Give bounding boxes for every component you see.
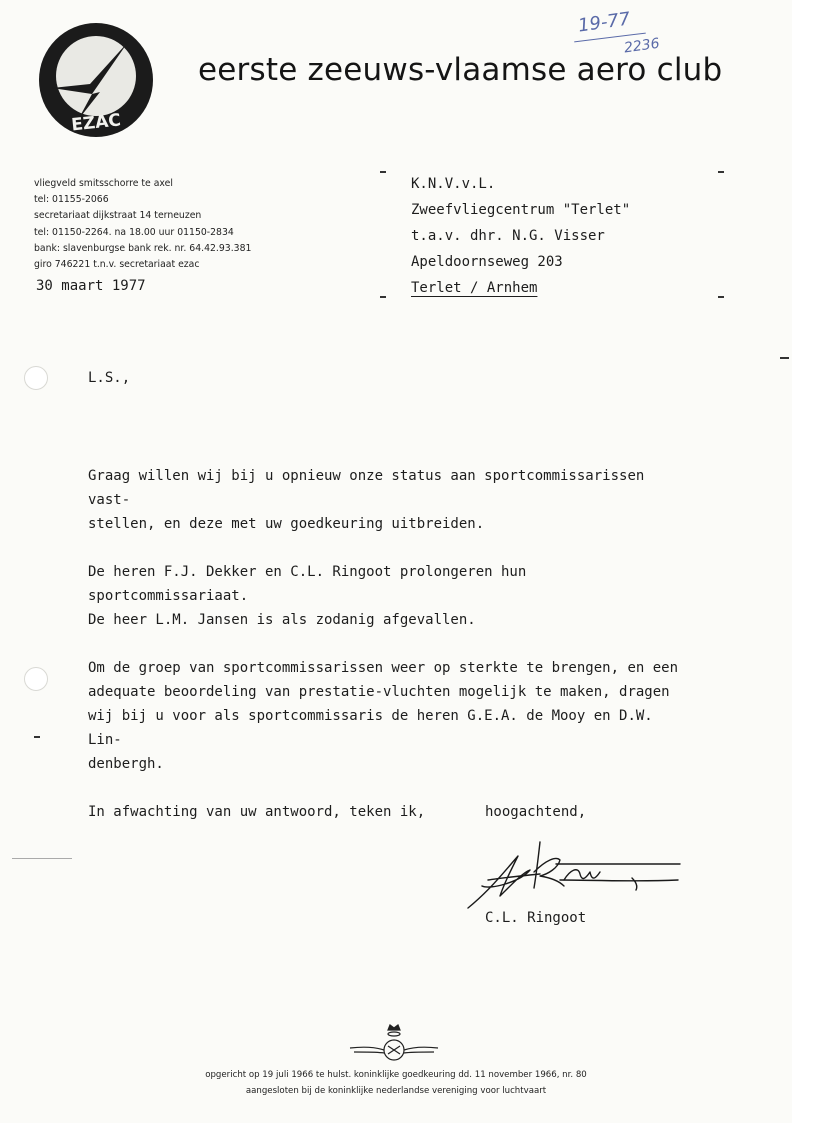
body-line: denbergh. <box>88 756 164 772</box>
recipient-line: Apeldoornseweg 203 <box>411 254 563 270</box>
handwritten-annotation: 19-77 <box>576 8 632 37</box>
footer-affiliation: aangesloten bij de koninklijke nederlandse vereniging voor luchtvaart <box>245 1086 547 1096</box>
sender-line: tel: 01150-2264. na 18.00 uur 01150-2834 <box>34 226 234 238</box>
ezac-logo <box>38 22 154 138</box>
corner-mark <box>380 296 386 298</box>
logo-text: EZAC <box>70 110 122 136</box>
letter-body <box>88 440 688 848</box>
sender-line: bank: slavenburgse bank rek. nr. 64.42.93.381 <box>34 242 252 254</box>
corner-mark <box>718 296 724 298</box>
body-line: stellen, en deze met uw goedkeuring uitbreiden. <box>88 516 485 532</box>
footer-founding: opgericht op 19 juli 1966 te hulst. koninklijke goedkeuring dd. 11 november 1966, nr. 80 <box>205 1070 587 1080</box>
sender-info <box>34 176 251 273</box>
recipient-line: K.N.V.v.L. <box>411 176 496 192</box>
body-line: De heer L.M. Jansen is als zodanig afgevallen. <box>88 612 476 628</box>
fold-mark <box>780 357 789 359</box>
scan-edge <box>792 0 816 1123</box>
corner-mark <box>718 171 724 173</box>
body-line: Om de groep van sportcommissarissen weer op sterkte te brengen, en een <box>88 660 679 676</box>
sender-line: giro 746221 t.n.v. secretariaat ezac <box>34 259 200 271</box>
body-line: wij bij u voor als sportcommissaris de heren G.E.A. de Mooy en D.W. Lin- <box>88 708 653 748</box>
recipient-line: Zweefvliegcentrum "Terlet" <box>411 202 631 218</box>
recipient-city: Terlet / Arnhem <box>411 280 538 296</box>
sender-line: tel: 01155-2066 <box>34 194 109 206</box>
punch-hole <box>24 667 48 691</box>
fold-mark <box>34 736 40 738</box>
sender-line: secretariaat dijkstraat 14 terneuzen <box>34 210 202 222</box>
handwritten-signature <box>460 820 690 915</box>
fold-line <box>12 858 72 859</box>
body-line: De heren F.J. Dekker en C.L. Ringoot prolongeren hun sportcommissariaat. <box>88 564 527 604</box>
sender-line: vliegveld smitsschorre te axel <box>34 178 173 189</box>
body-line: Graag willen wij bij u opnieuw onze status aan sportcommissarissen vast- <box>88 468 645 508</box>
signer-name: C.L. Ringoot <box>485 910 587 926</box>
letter-date: 30 maart 1977 <box>36 278 146 294</box>
punch-hole <box>24 366 48 390</box>
body-line: adequate beoordeling van prestatie-vluchten mogelijk te maken, dragen <box>88 684 670 700</box>
knvvl-emblem <box>348 1022 440 1068</box>
recipient-line: t.a.v. dhr. N.G. Visser <box>411 228 605 244</box>
corner-mark <box>380 171 386 173</box>
handwritten-number: 2236 <box>623 35 661 57</box>
recipient-address <box>411 171 630 301</box>
salutation: L.S., <box>88 370 131 386</box>
closing: hoogachtend, <box>485 804 587 820</box>
body-line: In afwachting van uw antwoord, teken ik, <box>88 804 426 820</box>
club-name: eerste zeeuws-vlaamse aero club <box>198 52 723 88</box>
